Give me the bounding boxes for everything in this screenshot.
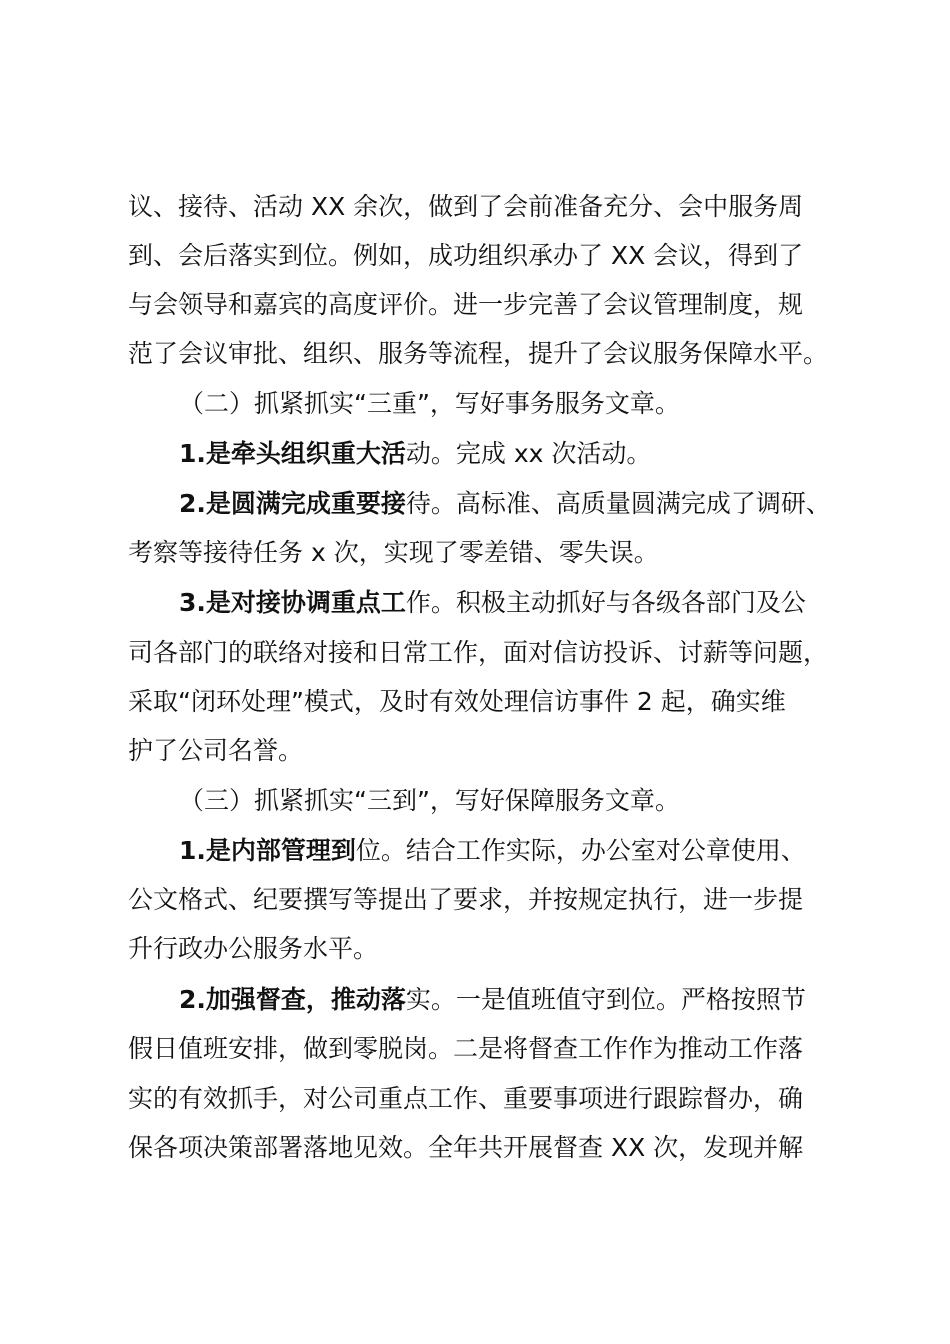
line-text: 司各部门的联络对接和日常工作，面对信访投诉、讨薪等问题，: [128, 638, 829, 667]
text-line: [128, 929, 848, 969]
text-line: [128, 285, 848, 325]
line-text: 公文格式、纪要撰写等提出了要求，并按规定执行，进一步提: [128, 885, 804, 914]
line-text: 假日值班安排，做到零脱岗。二是将督查工作作为推动工作落: [128, 1034, 804, 1063]
text-line: [128, 187, 848, 227]
numbered-item: [179, 831, 848, 871]
bold-lead: 2.加强督查，推动落: [179, 985, 406, 1014]
line-text: 升行政办公服务水平。: [128, 934, 379, 963]
text-line: [128, 682, 848, 722]
heading-text: （二）抓紧抓实“三重”，写好事务服务文章。: [179, 389, 680, 418]
text-line: [128, 1029, 848, 1069]
bold-lead: 3.是对接协调重点工: [179, 588, 406, 617]
section-heading: [179, 384, 848, 424]
line-text: 作。积极主动抓好与各级各部门及公: [405, 588, 806, 617]
line-text: 采取“闭环处理”模式，及时有效处理信访事件 2 起，确实维: [128, 687, 786, 716]
bold-lead: 2.是圆满完成重要接: [179, 489, 406, 518]
line-text: 保各项决策部署落地见效。全年共开展督查 XX 次，发现并解: [128, 1133, 804, 1162]
numbered-item: [179, 583, 848, 623]
text-line: [128, 880, 848, 920]
text-line: [128, 633, 848, 673]
line-text: 范了会议审批、组织、服务等流程，提升了会议服务保障水平。: [128, 339, 829, 368]
text-line: [128, 1079, 848, 1119]
line-text: 到、会后落实到位。例如，成功组织承办了 XX 会议，得到了: [128, 241, 804, 270]
bold-lead: 1.是内部管理到: [179, 836, 356, 865]
text-line: [128, 1128, 848, 1168]
text-line: [128, 731, 848, 771]
text-line: [128, 236, 848, 276]
line-text: 待。高标准、高质量圆满完成了调研、: [405, 489, 831, 518]
text-line: [128, 334, 848, 374]
line-text: 位。结合工作实际，办公室对公章使用、: [355, 836, 806, 865]
line-text: 与会领导和嘉宾的高度评价。进一步完善了会议管理制度，规: [128, 290, 804, 319]
line-text: 护了公司名誉。: [128, 736, 304, 765]
line-text: 考察等接待任务 x 次，实现了零差错、零失误。: [128, 538, 659, 567]
line-text: 实。一是值班值守到位。严格按照节: [405, 985, 806, 1014]
numbered-item: [179, 434, 848, 474]
line-text: 实的有效抓手，对公司重点工作、重要事项进行跟踪督办，确: [128, 1084, 804, 1113]
numbered-item: [179, 980, 848, 1020]
text-line: [128, 533, 848, 573]
bold-lead: 1.是牵头组织重大活: [179, 439, 406, 468]
heading-text: （三）抓紧抓实“三到”，写好保障服务文章。: [179, 786, 680, 815]
section-heading: [179, 781, 848, 821]
line-text: 议、接待、活动 XX 余次，做到了会前准备充分、会中服务周: [128, 192, 804, 221]
numbered-item: [179, 484, 848, 524]
line-text: 动。完成 xx 次活动。: [405, 439, 652, 468]
